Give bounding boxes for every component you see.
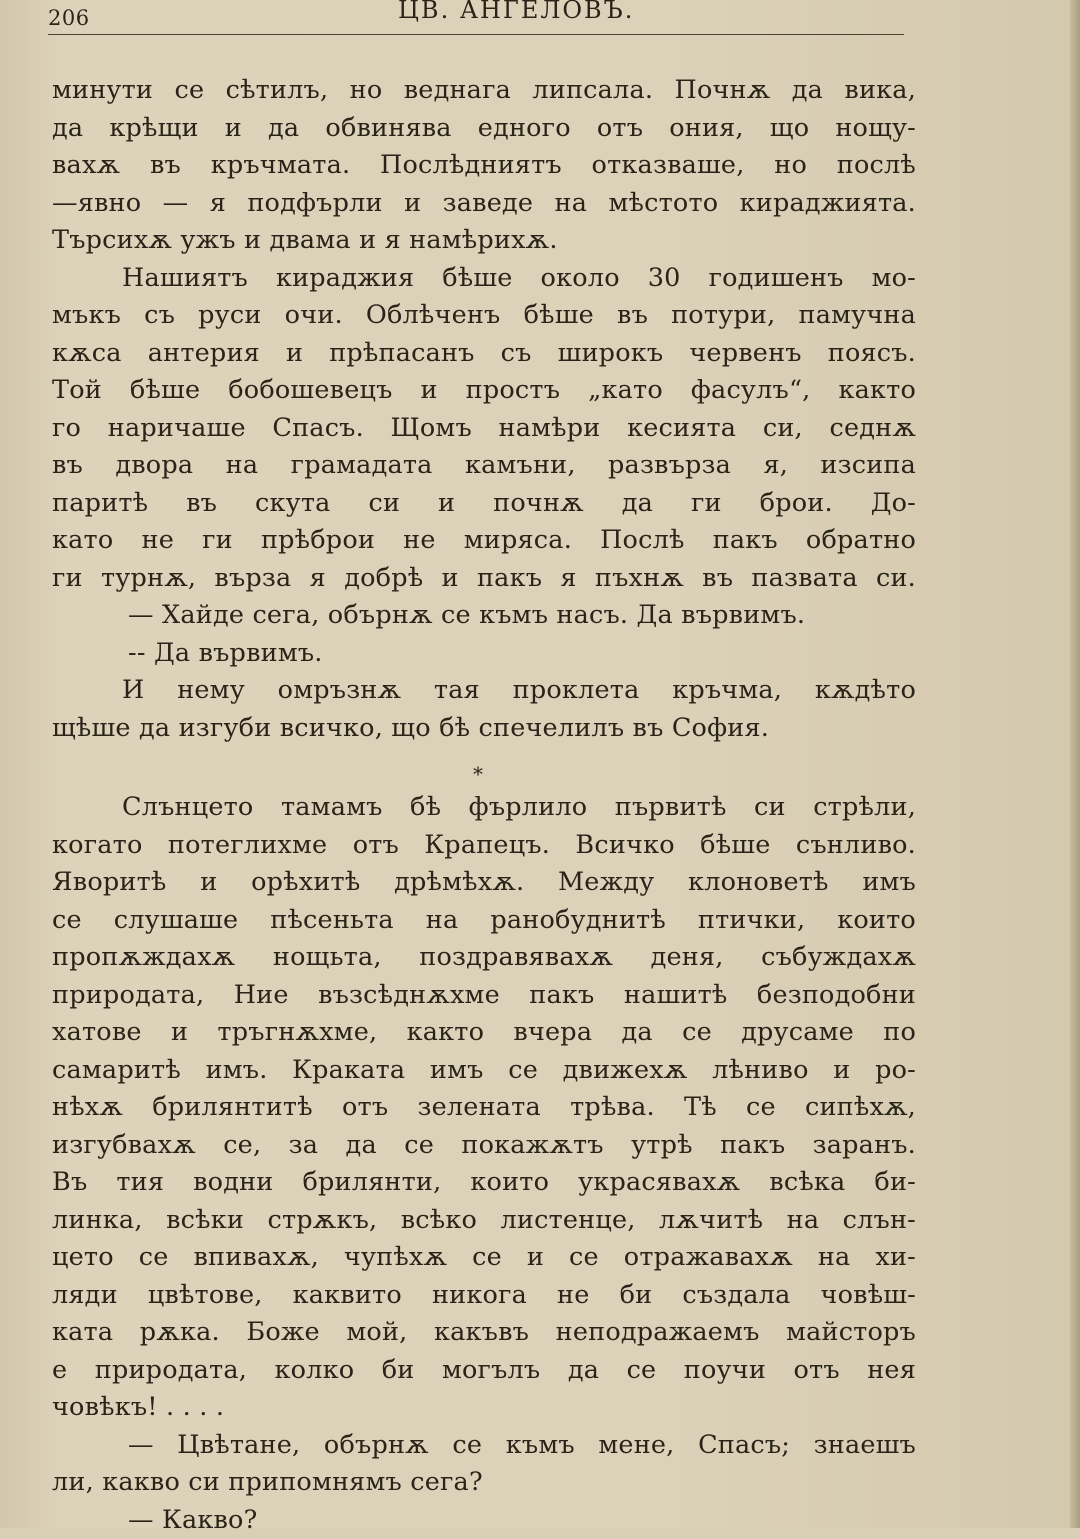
- text-line: Въ тия водни брилянти, които украсявахѫ всѣка би-: [52, 1164, 916, 1202]
- text-line: Нашиятъ кираджия бѣше около 30 годишенъ мо-: [52, 260, 916, 298]
- text-line: ляди цвѣтове, каквито никога не би създала човѣш-: [52, 1277, 916, 1315]
- text-line: линка, всѣки стрѫкъ, всѣко листенце, лѫчитѣ на слън-: [52, 1202, 916, 1240]
- dialog-line: — Хайде сега, обърнѫ се къмъ насъ. Да вървимъ.: [52, 597, 916, 635]
- text-line: паритѣ въ скута си и почнѫ да ги брои. До-: [52, 485, 916, 523]
- page-edge: [1070, 0, 1080, 1528]
- dialog-line: — Какво?: [52, 1502, 916, 1539]
- text-line: вахѫ въ кръчмата. Послѣдниятъ отказваше, но послѣ: [52, 147, 916, 185]
- text-line: —явно — я подфърли и заведе на мѣстото кираджията.: [52, 185, 916, 223]
- spacer: [52, 747, 916, 759]
- page-number: 206: [48, 6, 90, 30]
- text-line: нѣхѫ брилянтитѣ отъ зелената трѣва. Тѣ се сипѣхѫ,: [52, 1089, 916, 1127]
- text-line: Той бѣше бобошевецъ и простъ „като фасулъ“, както: [52, 372, 916, 410]
- text-line: го наричаше Спасъ. Щомъ намѣри кесията си, седнѫ: [52, 410, 916, 448]
- text-line: цето се впивахѫ, чупѣхѫ се и се отражавахѫ на хи-: [52, 1239, 916, 1277]
- text-line: ката рѫка. Боже мой, какъвъ неподражаемъ майсторъ: [52, 1314, 916, 1352]
- text-line: кѫса антерия и прѣпасанъ съ широкъ червенъ поясъ.: [52, 335, 916, 373]
- section-break: *: [40, 759, 916, 789]
- text-line: пропѫждахѫ нощьта, поздравявахѫ деня, събуждахѫ: [52, 939, 916, 977]
- dialog-line: — Цвѣтане, обърнѫ се къмъ мене, Спасъ; знаешъ: [52, 1427, 916, 1465]
- running-head: ЦВ. АНГЕЛОВЪ.: [398, 0, 634, 24]
- dialog-line: -- Да вървимъ.: [52, 635, 916, 673]
- body-text: [52, 72, 916, 1539]
- text-line: въ двора на грамадата камъни, развърза я, изсипа: [52, 447, 916, 485]
- text-line: Слънцето тамамъ бѣ фърлило първитѣ си стрѣли,: [52, 789, 916, 827]
- text-line: изгубвахѫ се, за да се покажѫтъ утрѣ пакъ заранъ.: [52, 1127, 916, 1165]
- text-line: е природата, колко би могълъ да се поучи отъ нея: [52, 1352, 916, 1390]
- text-line: Яворитѣ и орѣхитѣ дрѣмѣхѫ. Между клоноветѣ имъ: [52, 864, 916, 902]
- text-line: когато потеглихме отъ Крапецъ. Всичко бѣше сънливо.: [52, 827, 916, 865]
- text-line: ли, какво си припомнямъ сега?: [52, 1464, 916, 1502]
- text-line: хатове и тръгнѫхме, както вчера да се друсаме по: [52, 1014, 916, 1052]
- text-line: човѣкъ! . . . .: [52, 1389, 916, 1427]
- text-line: да крѣщи и да обвинява едного отъ ония, що нощу-: [52, 110, 916, 148]
- text-line: самаритѣ имъ. Краката имъ се движехѫ лѣниво и ро-: [52, 1052, 916, 1090]
- text-line: като не ги прѣброи не мирясa. Послѣ пакъ обратно: [52, 522, 916, 560]
- text-line: мъкъ съ руси очи. Облѣченъ бѣше въ потури, памучна: [52, 297, 916, 335]
- text-line: Търсихѫ ужъ и двама и я намѣрихѫ.: [52, 222, 916, 260]
- text-line: щѣше да изгуби всичко, що бѣ спечелилъ въ София.: [52, 710, 916, 748]
- text-line: минути се сѣтилъ, но веднага липсала. Почнѫ да вика,: [52, 72, 916, 110]
- text-line: се слушаше пѣсеньта на ранобуднитѣ птички, които: [52, 902, 916, 940]
- text-line: И нему омръзнѫ тая проклета кръчма, кѫдѣто: [52, 672, 916, 710]
- page-header: [48, 0, 904, 35]
- text-line: природата, Ние възсѣднѫхме пакъ нашитѣ безподобни: [52, 977, 916, 1015]
- text-line: ги турнѫ, върза я добрѣ и пакъ я пъхнѫ въ пазвата си.: [52, 560, 916, 598]
